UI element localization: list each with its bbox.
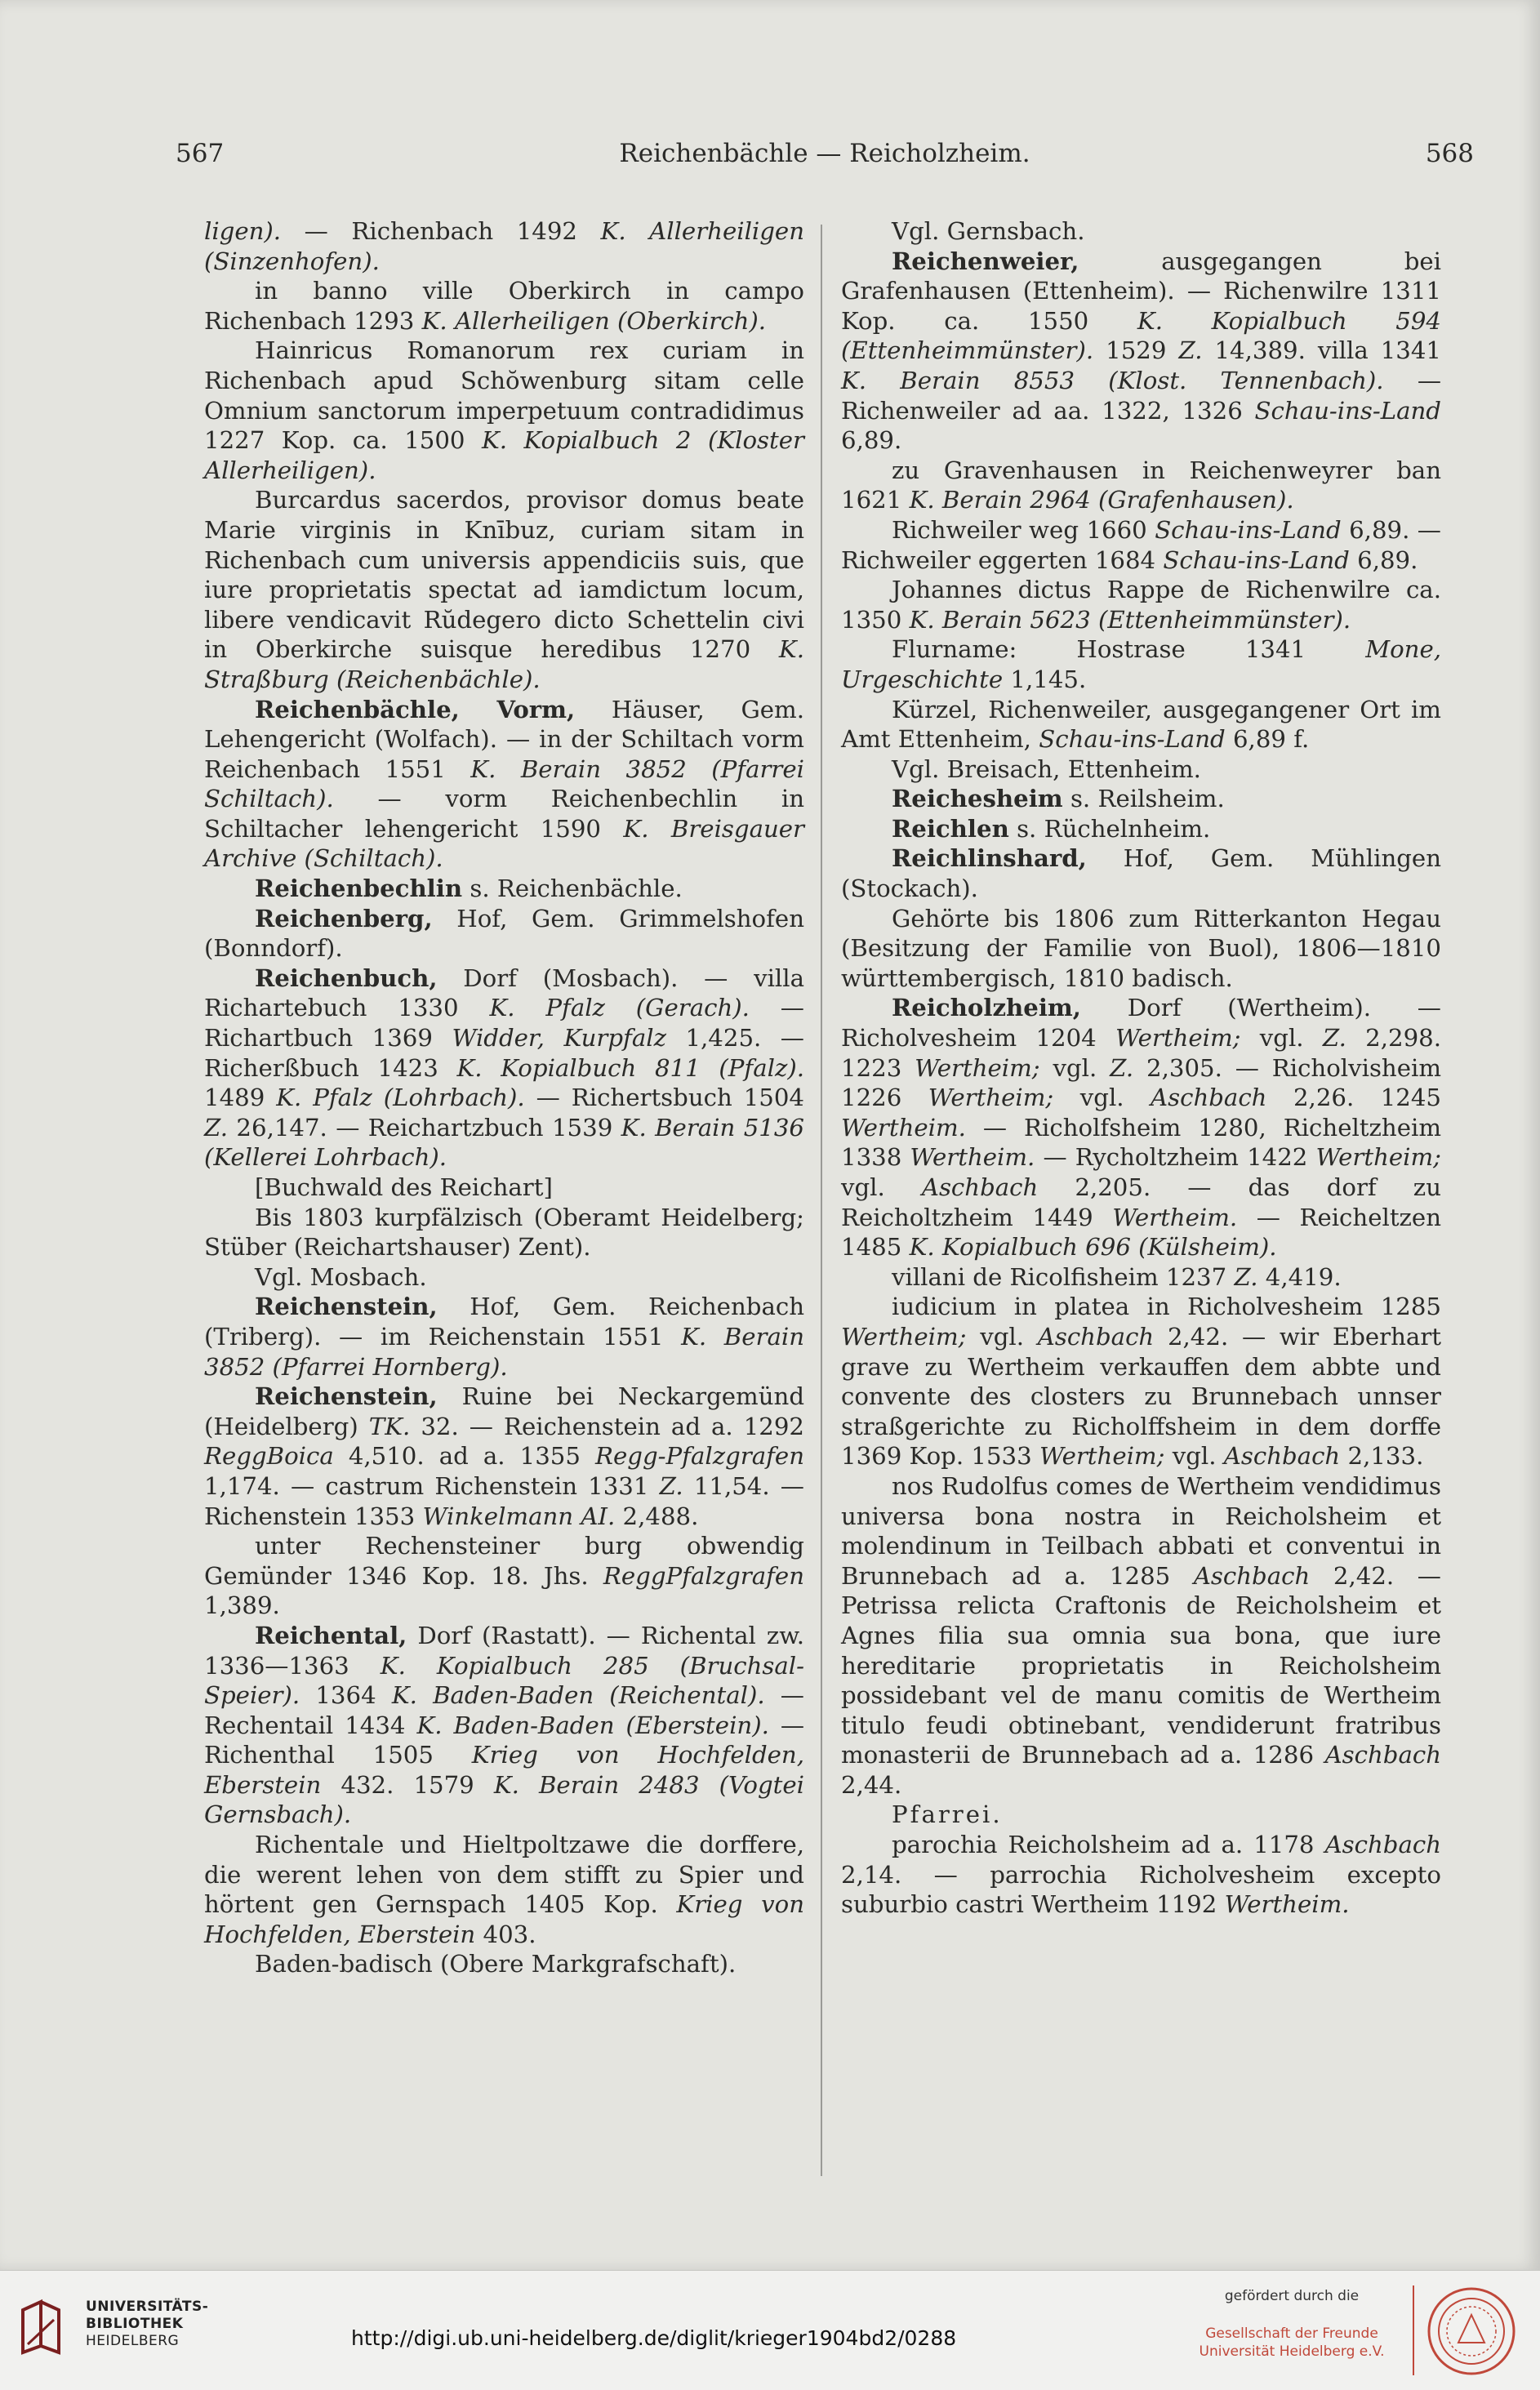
entry-text: 2,14. — parrochia Richolvesheim excepto suburbio castri Wertheim 1192 (841, 1860, 1441, 1919)
entry-paragraph (841, 1800, 1441, 1830)
entry-text: 2,42. — wir Eberhart grave zu Wertheim verkauffen dem abbte und convente des closters zu Brunnebach unnser straßgerichte zu Richolffsheim in dem dorffe 1369 Kop. 1533 (841, 1322, 1442, 1471)
entry-text: 1,174. — castrum Richenstein 1331 (204, 1471, 660, 1500)
entry-text: — Rycholtzheim 1422 (1035, 1143, 1316, 1172)
entry-text: Hainricus Romanorum rex curiam in Richenbach apud Schŏwenburg sitam celle Omnium sanctorum imperpetuum contradidimus 1227 Kop. ca. 1500 (204, 336, 804, 455)
entry-text: 2,298. 1223 (841, 1024, 1441, 1082)
entry-paragraph (204, 695, 804, 875)
entry-text: Dorf (Mosbach). — villa Richartebuch 1330 (204, 964, 804, 1022)
entry-text: 432. 1579 (321, 1770, 494, 1799)
entry-text: K. Pfalz (Lohrbach). (276, 1084, 525, 1112)
entry-text: Hof, Gem. Reichenbach (Triberg). — im Reichenstain 1551 (204, 1293, 804, 1351)
entry-headword: Reichenstein, (255, 1293, 438, 1321)
running-title: Reichenbächle — Reicholzheim. (619, 139, 1030, 168)
entry-text: K. Berain 3852 (Pfarrei Hornberg). (204, 1322, 804, 1381)
entry-text: K. Allerheiligen (Oberkirch). (421, 306, 767, 335)
entry-paragraph (204, 1949, 804, 1979)
entry-text: K. Allerheiligen (Sinzenhofen). (204, 217, 804, 275)
entry-text: s. Reichenbächle. (462, 875, 683, 903)
entry-text: Z. (659, 1471, 683, 1500)
entry-text: 6,89. (1349, 545, 1418, 574)
entry-text: Aschbach (1151, 1084, 1267, 1112)
entry-text: Mone, Urgeschichte (841, 635, 1441, 693)
sponsor-label: gefördert durch die (1224, 2288, 1360, 2304)
entry-text: 1529 (1093, 336, 1179, 365)
entry-text: Winkelmann AI. (422, 1502, 616, 1530)
entry-text: Vgl. Mosbach. (255, 1262, 427, 1291)
university-seal-icon (1426, 2285, 1517, 2377)
entry-text: K. Baden-Baden (Reichental). (391, 1681, 765, 1710)
entry-text: — Richartbuch 1369 (204, 994, 804, 1053)
footer-bar (0, 2270, 1540, 2390)
entry-paragraph (204, 1621, 804, 1830)
entry-text: Krieg von Hochfelden, Eberstein (204, 1890, 804, 1948)
entry-text: Z. (1110, 1053, 1134, 1082)
entry-text: Ruine bei Neckargemünd (Heidelberg) (204, 1382, 804, 1440)
entry-paragraph (841, 695, 1441, 754)
entry-text: 2,205. — das dorf zu Reicholtzheim 1449 (841, 1173, 1441, 1231)
library-name (86, 2299, 208, 2350)
entry-headword: Reichenbächle, Vorm, (255, 695, 576, 723)
entry-paragraph (204, 336, 804, 485)
entry-text: Hof, Gem. Mühlingen (Stockach). (841, 844, 1441, 903)
entry-text: Vgl. Breisach, Ettenheim. (892, 754, 1201, 783)
entry-text: K. Pfalz (Gerach). (489, 994, 750, 1022)
entry-text: Z. (1234, 1262, 1258, 1291)
entry-paragraph (204, 276, 804, 336)
right-column (841, 216, 1441, 1920)
entry-text: Aschbach (921, 1173, 1039, 1201)
entry-text: 6,89. (841, 426, 902, 455)
entry-paragraph (204, 1292, 804, 1382)
entry-text: Wertheim. (1224, 1890, 1350, 1919)
page-number-right: 568 (1425, 139, 1474, 168)
entry-paragraph (204, 964, 804, 1173)
entry-text: 2,26. 1245 (1266, 1084, 1442, 1112)
entry-text: Häuser, Gem. Lehengericht (Wolfach). — in der Schiltach vorm Reichenbach 1551 (204, 695, 804, 783)
entry-paragraph (841, 515, 1441, 575)
entry-text: K. Berain 5623 (Ettenheimmünster). (909, 605, 1351, 634)
entry-text: — Reicheltzen 1485 (841, 1203, 1441, 1262)
entry-text: K. Kopialbuch 2 (Kloster Allerheiligen). (204, 426, 804, 484)
entry-headword: Reicholzheim, (892, 994, 1081, 1022)
entry-paragraph (204, 1382, 804, 1531)
entry-text: Wertheim; (1039, 1442, 1165, 1471)
entry-text: K. Kopialbuch 811 (Pfalz). (456, 1053, 804, 1082)
entry-text: Z. (204, 1113, 229, 1142)
entry-text: vgl. (1053, 1084, 1151, 1112)
entry-text: 2,133. (1340, 1442, 1424, 1471)
entry-paragraph (841, 1471, 1441, 1800)
entry-text: Richweiler weg 1660 (892, 515, 1155, 544)
entry-text: 2,305. — Richolvisheim 1226 (841, 1053, 1442, 1112)
entry-headword: Reichenstein, (255, 1382, 438, 1411)
entry-text: 2,488. (615, 1502, 699, 1530)
sponsor-org (1186, 2325, 1398, 2361)
entry-text: 1,389. (204, 1591, 280, 1620)
entry-text: iudicium in platea in Richolvesheim 1285 (892, 1293, 1441, 1321)
running-head (176, 131, 1474, 180)
entry-text: — Richenthal 1505 (204, 1711, 805, 1769)
entry-text: 32. — Reichenstein ad a. 1292 (410, 1412, 805, 1440)
entry-text: vgl. (966, 1322, 1038, 1351)
entry-text: Wertheim; (928, 1084, 1054, 1112)
entry-paragraph (841, 456, 1441, 515)
entry-text: — Richenweiler ad aa. 1322, 1326 (841, 366, 1442, 425)
entry-paragraph (841, 634, 1441, 694)
entry-text: Burcardus sacerdos, provisor domus beate Marie virginis in Knībuz, curiam sitam in Richenbach cum universis appendiciis suis, que iure proprietatis spectat ad iamdictum locum, libere vendicavit Rŭdegero dicto Schettelin civi in Oberkirche suisque heredibus 1270 (204, 486, 804, 664)
entry-text: Baden-badisch (Obere Markgrafschaft). (255, 1950, 737, 1978)
entry-text: Flurname: Hostrase 1341 (892, 635, 1366, 664)
entry-text: Z. (1322, 1024, 1346, 1053)
entry-headword: Reichental, (255, 1621, 407, 1649)
entry-text: — Rechentail 1434 (204, 1681, 804, 1739)
entry-text: K. Kopialbuch 594 (Ettenheimmünster). (841, 306, 1442, 365)
sponsor-org-line1: Gesellschaft der Freunde (1205, 2325, 1378, 2342)
entry-text: K. Straßburg (Reichenbächle). (204, 635, 804, 693)
entry-text: vgl. (1240, 1024, 1323, 1053)
entry-text: 2,42. — Petrissa relicta Craftonis de Reicholsheim et Agnes filia sua omnia sua bona, que iure hereditarie proprietatis in Reicholsheim possidebant vel de manu comitis de Wertheim titulo feudi obtinebant, vendiderunt fratribus monasterii de Brunnebach ad a. 1286 (841, 1561, 1441, 1769)
entry-text: 6,89 f. (1225, 725, 1310, 754)
entry-text: Regg-Pfalzgrafen (595, 1442, 804, 1471)
entry-text: ReggPfalzgrafen (603, 1561, 804, 1590)
entry-text: ReggBoica (204, 1442, 334, 1471)
entry-paragraph (204, 1203, 804, 1262)
left-column (204, 216, 804, 1979)
university-library-logo-icon (16, 2295, 73, 2361)
entry-text: Hof, Gem. Grimmelshofen (Bonndorf). (204, 904, 804, 963)
entry-text: K. Berain 3852 (Pfarrei Schiltach). (204, 754, 804, 813)
entry-paragraph (204, 1173, 804, 1203)
entry-text: 26,147. — Reichartzbuch 1539 (228, 1113, 621, 1142)
entry-text: Schau-ins-Land (1163, 545, 1350, 574)
sponsor-org-line2: Universität Heidelberg e.V. (1199, 2343, 1385, 2360)
entry-text: — vorm Reichenbechlin in Schiltacher lehengericht 1590 (204, 785, 804, 843)
entry-text: K. Kopialbuch 696 (Külsheim). (909, 1233, 1277, 1262)
entry-text: K. Berain 2483 (Vogtei Gernsbach). (204, 1770, 804, 1829)
entry-text: Richentale und Hieltpoltzawe die dorffere, die werent lehen von dem stifft zu Spier und hörtent gen Gernspach 1405 Kop. (204, 1831, 804, 1919)
book-page (176, 131, 1474, 2123)
entry-paragraph (841, 1262, 1441, 1293)
entry-paragraph (841, 904, 1441, 994)
entry-text: K. Kopialbuch 285 (Bruchsal-Speier). (204, 1651, 804, 1710)
entry-paragraph (204, 1531, 804, 1621)
entry-text: 2,44. (841, 1770, 902, 1799)
entry-headword: Reichenweier, (892, 247, 1079, 275)
entry-text: Aschbach (1324, 1741, 1441, 1769)
entry-text: Wertheim; (915, 1053, 1040, 1082)
entry-paragraph (204, 216, 804, 276)
entry-text: vgl. (841, 1173, 922, 1201)
entry-text: K. Berain 5136 (Kellerei Lohrbach). (204, 1113, 804, 1172)
entry-text: Widder, Kurpfalz (452, 1024, 666, 1053)
entry-paragraph (841, 754, 1441, 785)
entry-text: Aschbach (1223, 1442, 1341, 1471)
entry-text: villani de Ricolfisheim 1237 (892, 1262, 1235, 1291)
entry-text: Kürzel, Richenweiler, ausgegangener Ort im Amt Ettenheim, (841, 695, 1441, 754)
entry-text: [Buchwald des Reichart] (255, 1173, 553, 1201)
entry-text: 4,510. ad a. 1355 (333, 1442, 596, 1471)
entry-paragraph (841, 993, 1441, 1262)
entry-text: 4,419. (1257, 1262, 1342, 1291)
entry-text: 1489 (204, 1084, 277, 1112)
entry-paragraph (204, 1830, 804, 1949)
entry-text: Gehörte bis 1806 zum Ritterkanton Hegau (Besitzung der Familie von Buol), 1806—1810 württembergisch, 1810 badisch. (841, 904, 1441, 992)
entry-text: — Richertsbuch 1504 (524, 1084, 804, 1112)
entry-headword: Reichlen (892, 814, 1009, 843)
entry-text: vgl. (1039, 1053, 1110, 1082)
entry-paragraph (841, 814, 1441, 844)
sponsor-divider (1413, 2285, 1414, 2375)
entry-text: 14,389. villa 1341 (1202, 336, 1441, 365)
entry-text: zu Gravenhausen in Reichenweyrer ban 1621 (841, 456, 1441, 514)
entry-paragraph (841, 843, 1441, 903)
entry-text: 1364 (300, 1681, 392, 1710)
entry-text: K. Berain 2964 (Grafenhausen). (909, 486, 1294, 514)
entry-text: Z. (1178, 336, 1203, 365)
entry-text: Krieg von Hochfelden, Eberstein (204, 1741, 804, 1799)
entry-paragraph (841, 575, 1441, 634)
entry-text: Schau-ins-Land (1039, 725, 1226, 754)
entry-text: Wertheim. (1112, 1203, 1238, 1231)
entry-text: unter Rechensteiner burg obwendig Gemünder 1346 Kop. 18. Jhs. (204, 1532, 804, 1590)
entry-paragraph (841, 216, 1441, 247)
entry-paragraph (204, 904, 804, 964)
entry-paragraph (204, 874, 804, 904)
entry-text: K. Berain 8553 (Klost. Tennenbach). (841, 366, 1384, 394)
entry-text: 11,54. — Richenstein 1353 (204, 1471, 804, 1530)
entry-text: — Richolfsheim 1280, Richeltzheim 1338 (841, 1113, 1441, 1172)
entry-text: in banno ville Oberkirch in campo Richenbach 1293 (204, 277, 804, 335)
entry-text: K. Breisgauer Archive (Schiltach). (204, 814, 804, 873)
entry-headword: Reichenbechlin (255, 875, 463, 903)
entry-text: Schau-ins-Land (1155, 515, 1342, 544)
column-divider (821, 225, 822, 2176)
entry-text: vgl. (1164, 1442, 1224, 1471)
entry-text: 1,145. (1003, 665, 1087, 693)
entry-paragraph (841, 1830, 1441, 1920)
entry-text: Wertheim. (841, 1113, 966, 1142)
entry-text: Johannes dictus Rappe de Richenwilre ca. 1350 (841, 576, 1441, 634)
entry-headword: Reichesheim (892, 785, 1063, 813)
entry-text: TK. (368, 1412, 411, 1440)
entry-text: Schau-ins-Land (1254, 396, 1441, 425)
entry-text: Vgl. Gernsbach. (892, 217, 1085, 245)
entry-text: Aschbach (1037, 1322, 1155, 1351)
library-name-line2: BIBLIOTHEK (86, 2316, 184, 2332)
entry-text: Aschbach (1193, 1561, 1311, 1590)
entry-text: 403. (475, 1920, 536, 1948)
entry-text: Dorf (Wertheim). — Richolvesheim 1204 (841, 994, 1441, 1053)
entry-headword: Reichlinshard, (892, 844, 1087, 873)
entry-text: — Richenbach 1492 (281, 217, 601, 245)
entry-text: Wertheim; (1115, 1024, 1241, 1053)
entry-text: Dorf (Rastatt). — Richental zw. 1336—1363 (204, 1621, 804, 1680)
entry-text: Aschbach (1324, 1831, 1441, 1859)
library-name-line1: UNIVERSITÄTS- (86, 2299, 209, 2315)
entry-text: nos Rudolfus comes de Wertheim vendidimus universa bona nostra in Reicholsheim et molendinum in Teilbach abbati et conventui in Brunnebach ad a. 1285 (841, 1471, 1441, 1590)
entry-text: Bis 1803 kurpfälzisch (Oberamt Heidelberg; Stüber (Reichartshauser) Zent). (204, 1203, 804, 1262)
entry-headword: Reichenbuch, (255, 964, 438, 992)
entry-text: s. Reilsheim. (1062, 785, 1225, 813)
sponsor-block (1186, 2287, 1398, 2361)
entry-text: Wertheim. (910, 1143, 1035, 1172)
entry-text: ausgegangen bei Grafenhausen (Ettenheim). — Richenwilre 1311 Kop. ca. 1550 (841, 247, 1441, 335)
entry-paragraph (841, 247, 1441, 456)
entry-text: parochia Reicholsheim ad a. 1178 (892, 1831, 1325, 1859)
page-number-left: 567 (176, 139, 225, 168)
entry-paragraph (841, 784, 1441, 814)
entry-text: 1,425. — Richerßbuch 1423 (204, 1024, 804, 1082)
entry-paragraph (204, 1262, 804, 1293)
library-name-line3: HEIDELBERG (86, 2333, 180, 2349)
entry-text: Wertheim; (1315, 1143, 1441, 1172)
entry-text: K. Baden-Baden (Eberstein). (416, 1711, 769, 1739)
entry-headword: Reichenberg, (255, 904, 433, 932)
entry-text: s. Rüchelnheim. (1008, 814, 1211, 843)
entry-paragraph (841, 1292, 1441, 1471)
entry-paragraph (204, 485, 804, 694)
entry-text: 6,89. — Richweiler eggerten 1684 (841, 515, 1441, 574)
entry-text: Wertheim; (841, 1322, 967, 1351)
entry-text: ligen). (204, 217, 282, 245)
entry-text: Pfarrei. (892, 1800, 1003, 1829)
permalink-url[interactable]: http://digi.ub.uni-heidelberg.de/diglit/krieger1904bd2/0288 (351, 2326, 957, 2350)
